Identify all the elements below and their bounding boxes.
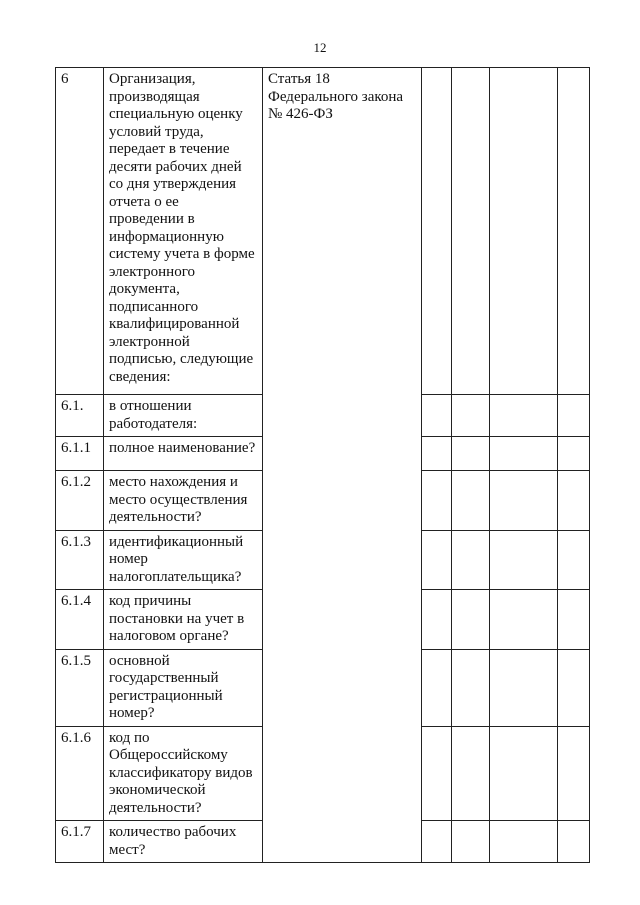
- answer-cell: [490, 726, 558, 821]
- row-number: 6.1.3: [56, 530, 104, 590]
- answer-cell: [452, 68, 490, 395]
- question-text: идентификационный номер налогоплательщика?: [104, 530, 263, 590]
- question-text: полное наименование?: [104, 437, 263, 471]
- answer-cell: [422, 437, 452, 471]
- answer-cell: [422, 726, 452, 821]
- answer-cell: [452, 530, 490, 590]
- answer-cell: [490, 395, 558, 437]
- answer-cell: [422, 530, 452, 590]
- answer-cell: [422, 68, 452, 395]
- answer-cell: [452, 726, 490, 821]
- answer-cell: [490, 437, 558, 471]
- answer-cell: [558, 68, 590, 395]
- answer-cell: [490, 590, 558, 650]
- answer-cell: [558, 726, 590, 821]
- answer-cell: [490, 471, 558, 531]
- answer-cell: [558, 590, 590, 650]
- table-row: [56, 68, 590, 395]
- question-text: количество рабочих мест?: [104, 821, 263, 863]
- answer-cell: [422, 395, 452, 437]
- answer-cell: [558, 471, 590, 531]
- answer-cell: [422, 471, 452, 531]
- answer-cell: [452, 471, 490, 531]
- answer-cell: [558, 395, 590, 437]
- answer-cell: [490, 649, 558, 726]
- question-text: код причины постановки на учет в налоговом органе?: [104, 590, 263, 650]
- answer-cell: [422, 590, 452, 650]
- row-number: 6.1.2: [56, 471, 104, 531]
- row-number: 6.1.1: [56, 437, 104, 471]
- answer-cell: [490, 530, 558, 590]
- row-number: 6.1.5: [56, 649, 104, 726]
- answer-cell: [422, 649, 452, 726]
- answer-cell: [452, 395, 490, 437]
- row-number: 6.1.4: [56, 590, 104, 650]
- answer-cell: [558, 437, 590, 471]
- answer-cell: [452, 649, 490, 726]
- question-text: в отношении работодателя:: [104, 395, 263, 437]
- answer-cell: [452, 437, 490, 471]
- question-text: код по Общероссийскому классификатору видов экономической деятельности?: [104, 726, 263, 821]
- question-text: основной государственный регистрационный номер?: [104, 649, 263, 726]
- answer-cell: [452, 821, 490, 863]
- answer-cell: [558, 821, 590, 863]
- question-text: место нахождения и место осуществления деятельности?: [104, 471, 263, 531]
- answer-cell: [490, 821, 558, 863]
- question-text: Организация, производящая специальную оценку условий труда, передает в течение десяти рабочих дней со дня утверждения отчета о ее проведении в информационную систему учета в форме электронного документа, подписанного квалифицированной электронной подписью, следующие сведения:: [104, 68, 263, 395]
- row-number: 6: [56, 68, 104, 395]
- requirements-table: [55, 67, 590, 863]
- law-reference: Статья 18 Федерального закона № 426-ФЗ: [263, 68, 422, 863]
- row-number: 6.1.7: [56, 821, 104, 863]
- row-number: 6.1.: [56, 395, 104, 437]
- row-number: 6.1.6: [56, 726, 104, 821]
- answer-cell: [490, 68, 558, 395]
- answer-cell: [558, 530, 590, 590]
- answer-cell: [422, 821, 452, 863]
- answer-cell: [452, 590, 490, 650]
- answer-cell: [558, 649, 590, 726]
- page-number: 12: [313, 40, 327, 55]
